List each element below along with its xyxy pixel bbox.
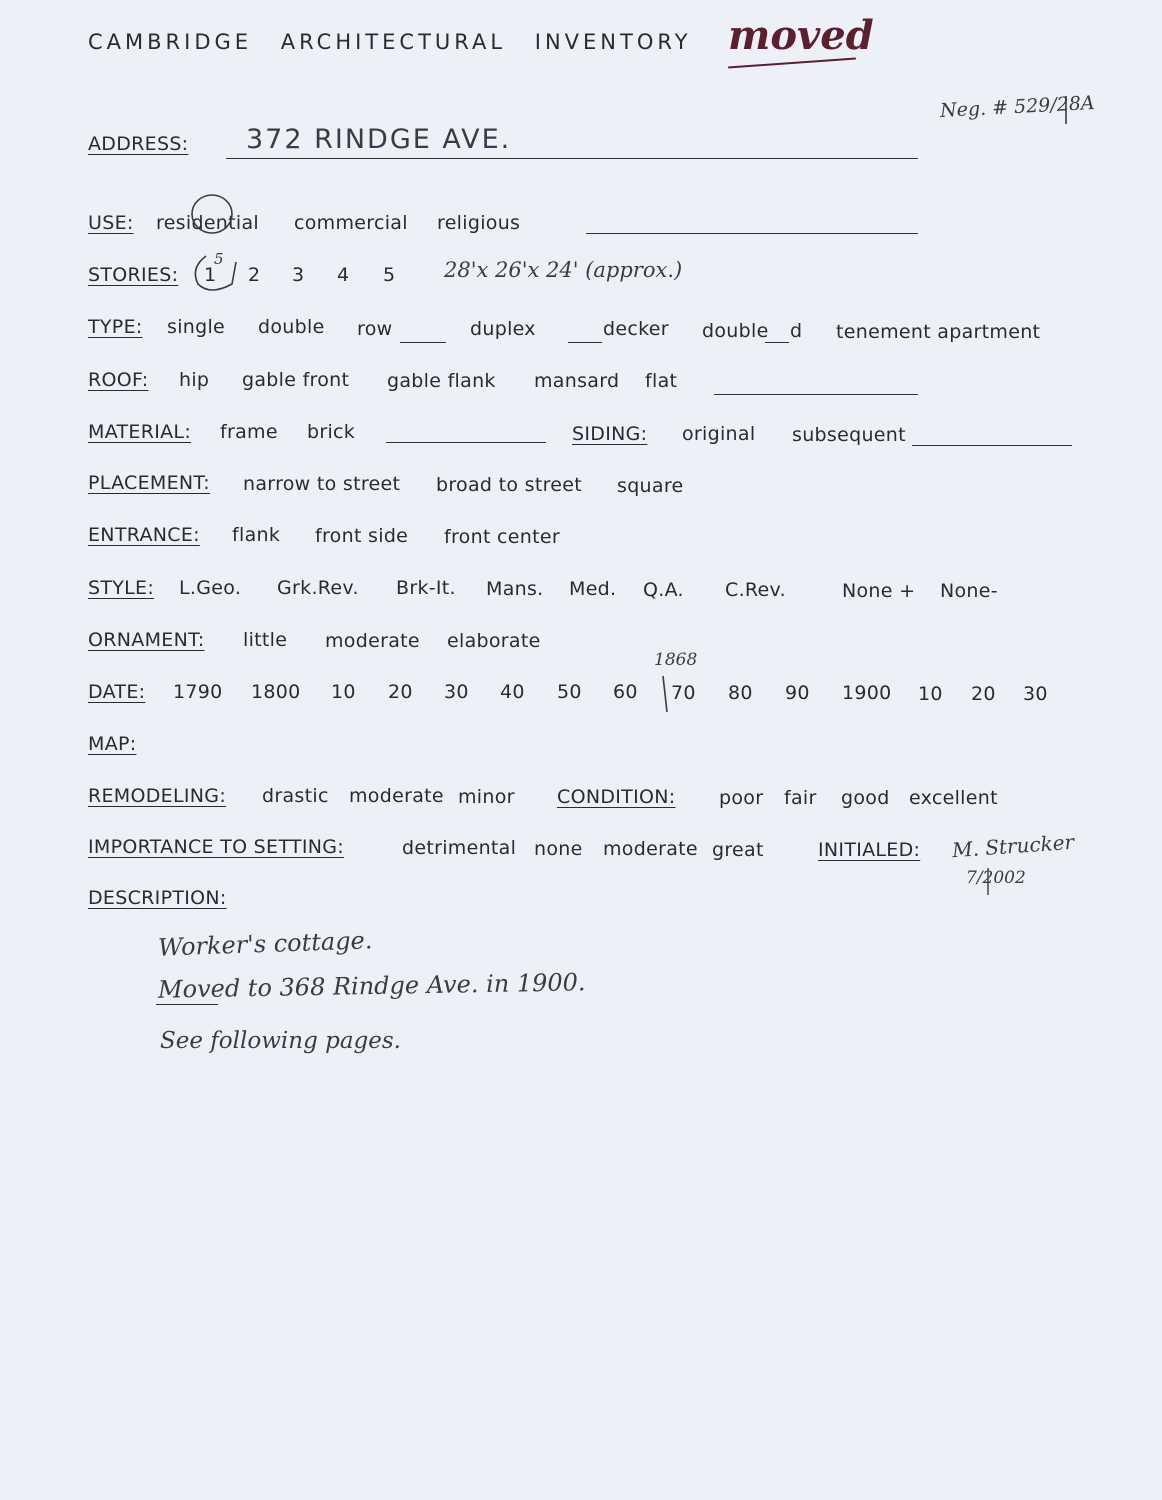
date-1900: 1900 xyxy=(842,682,892,704)
header-cambridge: CAMBRIDGE xyxy=(88,30,253,54)
importance-great: great xyxy=(712,839,764,861)
stories-3: 3 xyxy=(292,264,305,286)
roof-flat: flat xyxy=(645,370,678,392)
stories-5: 5 xyxy=(383,264,396,286)
style-brkit: Brk-It. xyxy=(396,577,456,599)
stories-circle-mark xyxy=(195,256,236,290)
date-label: DATE: xyxy=(88,681,146,703)
description-line-1: Worker's cottage. xyxy=(157,926,373,962)
style-crev: C.Rev. xyxy=(725,579,786,601)
moved-stamp: moved xyxy=(728,12,874,59)
style-none-plus: None + xyxy=(842,580,916,602)
placement-narrow: narrow to street xyxy=(243,473,401,495)
address-value: 372 RINDGE AVE. xyxy=(246,124,512,155)
initialed-name: M. Strucker xyxy=(951,829,1075,863)
date-20: 20 xyxy=(388,681,413,703)
date-1790: 1790 xyxy=(173,681,223,703)
type-d: d xyxy=(790,320,803,342)
address-label: ADDRESS: xyxy=(88,133,189,155)
initialed-label: INITIALED: xyxy=(818,839,921,861)
entrance-front-center: front center xyxy=(444,526,560,548)
type-row: row xyxy=(357,318,393,340)
header-inventory: INVENTORY xyxy=(534,30,692,54)
condition-good: good xyxy=(841,787,890,809)
description-label: DESCRIPTION: xyxy=(88,887,227,909)
entrance-flank: flank xyxy=(232,524,281,546)
date-tick-mark xyxy=(663,676,667,712)
type-single: single xyxy=(167,316,226,338)
remodeling-drastic: drastic xyxy=(262,785,329,807)
condition-poor: poor xyxy=(719,787,764,809)
use-residential: residential xyxy=(156,212,260,234)
condition-fair: fair xyxy=(784,787,817,809)
importance-none: none xyxy=(534,838,583,860)
style-mans: Mans. xyxy=(486,578,544,600)
use-label: USE: xyxy=(88,212,134,234)
date-30: 30 xyxy=(444,681,469,703)
date-80: 80 xyxy=(728,682,753,704)
roof-label: ROOF: xyxy=(88,369,149,391)
entrance-front-side: front side xyxy=(315,525,409,547)
importance-detrimental: detrimental xyxy=(402,837,517,859)
type-double: double xyxy=(258,316,325,338)
description-line-2: Moved to 368 Rindge Ave. in 1900. xyxy=(157,968,586,1004)
type-tenement-apartment: tenement apartment xyxy=(836,321,1041,343)
type-double-d: double xyxy=(702,320,769,342)
stories-label: STORIES: xyxy=(88,264,179,286)
negative-number: Neg. # 529/28A xyxy=(939,91,1096,123)
date-50: 50 xyxy=(557,681,582,703)
remodeling-minor: minor xyxy=(458,786,515,808)
importance-label: IMPORTANCE TO SETTING: xyxy=(88,836,344,858)
date-90: 90 xyxy=(785,682,810,704)
initialed-date: 7/2002 xyxy=(966,868,1026,888)
date-60: 60 xyxy=(613,681,638,703)
remodeling-label: REMODELING: xyxy=(88,785,227,807)
roof-gable-flank: gable flank xyxy=(387,370,496,392)
type-duplex: duplex xyxy=(470,318,536,340)
material-label: MATERIAL: xyxy=(88,421,192,443)
stories-1: 1 xyxy=(204,264,217,286)
roof-mansard: mansard xyxy=(534,370,620,392)
style-label: STYLE: xyxy=(88,577,155,599)
condition-label: CONDITION: xyxy=(557,786,676,808)
style-med: Med. xyxy=(569,578,617,600)
placement-square: square xyxy=(617,475,684,497)
use-religious: religious xyxy=(437,212,521,234)
roof-gable-front: gable front xyxy=(242,369,350,391)
siding-label: SIDING: xyxy=(572,423,648,445)
material-brick: brick xyxy=(307,421,356,443)
type-label: TYPE: xyxy=(88,316,143,338)
style-none-minus: None- xyxy=(940,580,998,602)
style-qa: Q.A. xyxy=(643,579,684,601)
use-commercial: commercial xyxy=(294,212,408,234)
condition-excellent: excellent xyxy=(909,787,998,809)
dimensions-note: 28'x 26'x 24' (approx.) xyxy=(444,258,683,282)
siding-subsequent: subsequent xyxy=(792,424,906,446)
type-decker: decker xyxy=(603,318,669,340)
style-grkrev: Grk.Rev. xyxy=(277,577,359,599)
ornament-label: ORNAMENT: xyxy=(88,629,205,651)
entrance-label: ENTRANCE: xyxy=(88,524,200,546)
ornament-moderate: moderate xyxy=(325,630,420,652)
stories-4: 4 xyxy=(337,264,350,286)
date-1930: 30 xyxy=(1023,683,1048,705)
map-label: MAP: xyxy=(88,733,137,755)
placement-label: PLACEMENT: xyxy=(88,472,210,494)
placement-broad: broad to street xyxy=(436,474,583,496)
stories-half-note: 5 xyxy=(214,250,224,268)
style-lgeo: L.Geo. xyxy=(179,577,242,599)
description-line-3: See following pages. xyxy=(160,1028,401,1054)
date-40: 40 xyxy=(500,681,525,703)
material-frame: frame xyxy=(220,421,278,443)
date-1910: 10 xyxy=(918,683,943,705)
siding-original: original xyxy=(682,423,756,445)
residential-circle-mark xyxy=(192,195,232,233)
ornament-little: little xyxy=(243,629,288,651)
date-1920: 20 xyxy=(971,683,996,705)
date-handwritten-note: 1868 xyxy=(654,650,698,670)
header-architectural: ARCHITECTURAL xyxy=(280,30,507,54)
ornament-elaborate: elaborate xyxy=(447,630,541,652)
date-10: 10 xyxy=(331,681,356,703)
importance-moderate: moderate xyxy=(603,838,698,860)
date-70: 70 xyxy=(671,682,696,704)
date-1800: 1800 xyxy=(251,681,301,703)
remodeling-moderate: moderate xyxy=(349,785,444,807)
stories-2: 2 xyxy=(248,264,261,286)
roof-hip: hip xyxy=(179,369,210,391)
